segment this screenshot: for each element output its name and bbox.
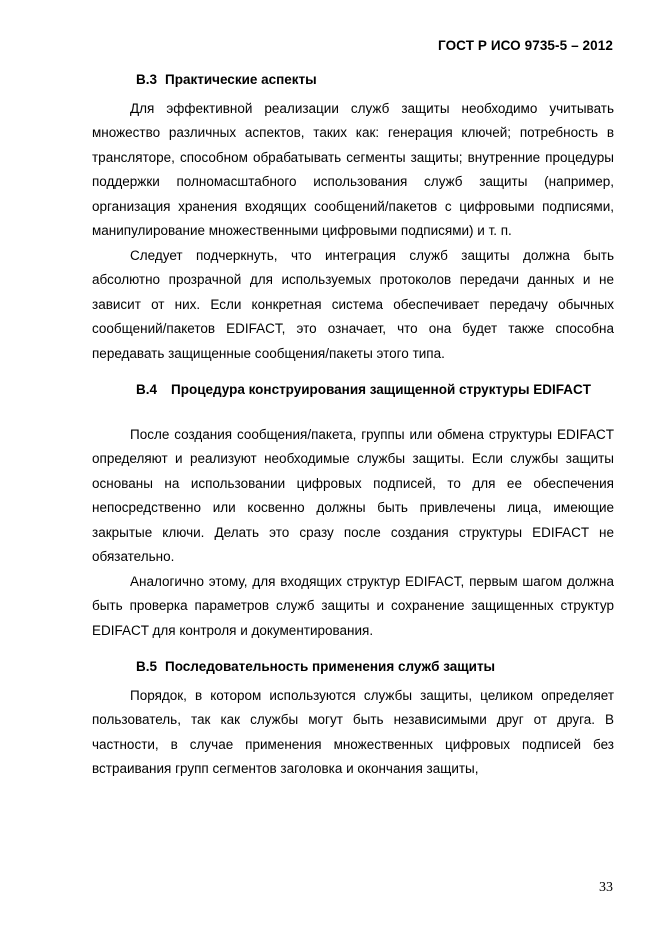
page-body bbox=[92, 68, 614, 782]
paragraph: Аналогично этому, для входящих структур EDIFACT, первым шагом должна быть проверка параметров служб защиты и сохранение защищенных структур EDIFACT для контроля и документирования. bbox=[92, 573, 614, 638]
section-heading-b5 bbox=[92, 655, 614, 680]
document-header: ГОСТ Р ИСО 9735-5 – 2012 bbox=[438, 38, 613, 53]
section-number: B.3 bbox=[136, 72, 158, 87]
section-title: Процедура конструирования защищенной структуры EDIFACT bbox=[171, 382, 592, 397]
paragraph: После создания сообщения/пакета, группы или обмена структуры EDIFACT определяют и реализуют необходимые службы защиты. Если службы защиты основаны на использовании цифровых подписей, то для ее обеспечения непосредственно или косвенно должны быть привлечены лица, имеющие закрытые ключи. Делать это сразу после создания структуры EDIFACT не обязательно. bbox=[92, 426, 614, 564]
section-number: B.5 bbox=[136, 659, 158, 674]
section-number: B.4 bbox=[136, 382, 158, 397]
section-title: Последовательность применения служб защиты bbox=[165, 659, 496, 674]
page-number: 33 bbox=[599, 880, 613, 895]
paragraph: Для эффективной реализации служб защиты необходимо учитывать множество различных аспектов, таких как: генерация ключей; потребность в трансляторе, способном обрабатывать сегменты защиты; внутренние процедуры поддержки полномасштабного использования служб защиты (например, организация хранения входящих сообщений/пакетов с цифровыми подписями, манипулирование множественными цифровыми подписями) и т. п. bbox=[92, 100, 614, 238]
section-heading-b3 bbox=[92, 68, 614, 93]
paragraph: Следует подчеркнуть, что интеграция служб защиты должна быть абсолютно прозрачной для используемых протоколов передачи данных и не зависит от них. Если конкретная система обеспечивает передачу обычных сообщений/пакетов EDIFACT, это означает, что она будет также способна передавать защищенные сообщения/пакеты этого типа. bbox=[92, 247, 614, 361]
section-heading-b4 bbox=[92, 378, 614, 403]
paragraph: Порядок, в котором используются службы защиты, целиком определяет пользователь, так как службы могут быть независимыми друг от друга. В частности, в случае применения множественных цифровых подписей без встраивания групп сегментов заголовка и окончания защиты, bbox=[92, 687, 614, 776]
section-title: Практические аспекты bbox=[165, 72, 317, 87]
